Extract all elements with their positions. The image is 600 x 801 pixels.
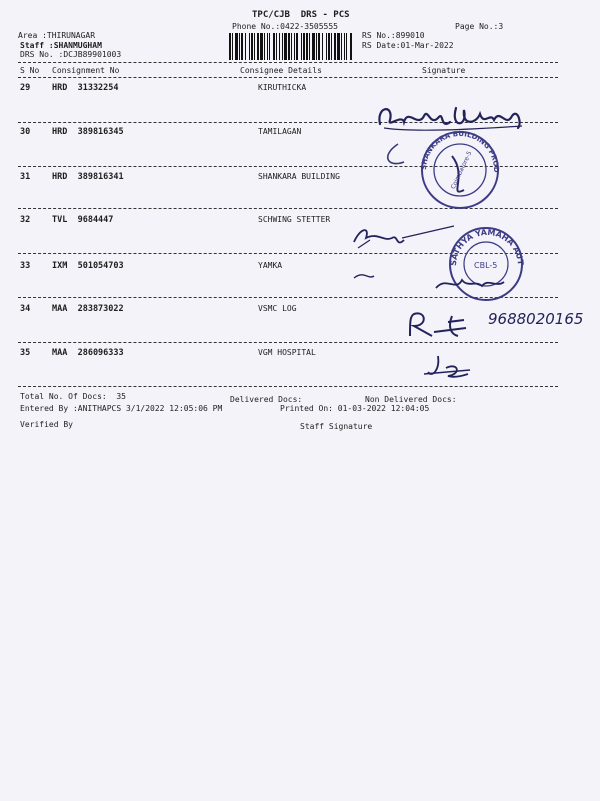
row-consignment: HRD 31332254 bbox=[52, 83, 119, 93]
barcode-bar bbox=[260, 33, 263, 60]
barcode-bar bbox=[229, 33, 231, 60]
barcode-bar bbox=[350, 33, 352, 60]
barcode-bar bbox=[306, 33, 308, 60]
delivered-docs: Delivered Docs: bbox=[230, 395, 303, 404]
barcode-bar bbox=[254, 33, 255, 60]
page-number: Page No.:3 bbox=[455, 22, 504, 31]
barcode-bar bbox=[294, 33, 295, 60]
barcode-bar bbox=[303, 33, 305, 60]
barcode-bar bbox=[279, 33, 280, 60]
barcode-bar bbox=[282, 33, 283, 60]
divider bbox=[18, 386, 558, 387]
barcode-bar bbox=[344, 33, 345, 60]
barcode-bar bbox=[322, 33, 323, 60]
non-delivered-docs: Non Delivered Docs: bbox=[365, 395, 457, 404]
barcode-bar bbox=[249, 33, 250, 60]
row-consignee: YAMKA bbox=[258, 261, 283, 270]
barcode-bar bbox=[316, 33, 317, 60]
company-stamp-shankara bbox=[375, 120, 508, 216]
barcode-bar bbox=[288, 33, 290, 60]
barcode-bar bbox=[257, 33, 259, 60]
barcode-bar bbox=[273, 33, 275, 60]
barcode-bar bbox=[312, 33, 315, 60]
barcode-bar bbox=[326, 33, 327, 60]
barcode-bar bbox=[291, 33, 292, 60]
stamp-code: Coimbatore-5 bbox=[449, 150, 474, 191]
row-consignee: TAMILAGAN bbox=[258, 127, 302, 136]
drs-number: DRS No. :DCJB89901003 bbox=[20, 50, 122, 59]
barcode bbox=[229, 33, 353, 60]
row-consignment: MAA 283873022 bbox=[52, 304, 124, 314]
signature-vsmc bbox=[404, 304, 584, 344]
company-stamp-yamaha bbox=[422, 219, 536, 306]
barcode-bar bbox=[309, 33, 310, 60]
row-sno: 31 bbox=[20, 172, 31, 182]
row-sno: 29 bbox=[20, 83, 31, 93]
divider bbox=[18, 62, 558, 63]
divider bbox=[18, 77, 558, 78]
barcode-bar bbox=[267, 33, 268, 60]
entered-by: Entered By :ANITHAPCS 3/1/2022 12:05:06 PM bbox=[20, 404, 223, 413]
row-sno: 32 bbox=[20, 215, 31, 225]
barcode-bar bbox=[337, 33, 340, 60]
row-consignment: MAA 286096333 bbox=[52, 348, 124, 358]
stamp-code: CBL-5 bbox=[474, 261, 498, 270]
verified-by: Verified By bbox=[20, 420, 73, 429]
barcode-bar bbox=[235, 33, 238, 60]
barcode-bar bbox=[239, 33, 240, 60]
row-consignment: HRD 389816341 bbox=[52, 172, 124, 182]
svg-text:SATHYA YAMAHA AUTO bbox=[423, 219, 526, 266]
phone-number: Phone No.:0422-3505555 bbox=[232, 22, 338, 31]
barcode-bar bbox=[284, 33, 287, 60]
barcode-bar bbox=[251, 33, 253, 60]
rs-number: RS No.:899010 bbox=[362, 31, 425, 40]
row-consignee: SHANKARA BUILDING bbox=[258, 172, 340, 181]
stamp-text: SATHYA YAMAHA AUTO bbox=[422, 219, 526, 267]
barcode-bar bbox=[241, 33, 243, 60]
barcode-bar bbox=[264, 33, 265, 60]
area-label: Area :THIRUNAGAR bbox=[18, 31, 96, 40]
handwritten-phone: 9688020165 bbox=[488, 310, 584, 328]
barcode-bar bbox=[331, 33, 332, 60]
stamp-text: SHANKARA BUILDING PRODUCTS LTD bbox=[375, 120, 501, 173]
staff-signature-label: Staff Signature bbox=[300, 422, 373, 431]
signature-vgm bbox=[418, 348, 488, 384]
column-header-sno: S No bbox=[20, 66, 40, 75]
row-consignment: IXM 501054703 bbox=[52, 261, 124, 271]
row-sno: 34 bbox=[20, 304, 31, 314]
document-title: TPC/CJB DRS - PCS bbox=[252, 10, 350, 20]
barcode-bar bbox=[341, 33, 342, 60]
row-sno: 30 bbox=[20, 127, 31, 137]
barcode-bar bbox=[269, 33, 270, 60]
barcode-bar bbox=[296, 33, 298, 60]
row-consignee: VGM HOSPITAL bbox=[258, 348, 316, 357]
barcode-bar bbox=[346, 33, 347, 60]
rs-date: RS Date:01-Mar-2022 bbox=[362, 41, 454, 50]
row-consignment: TVL 9684447 bbox=[52, 215, 114, 225]
barcode-bar bbox=[328, 33, 330, 60]
total-docs: Total No. Of Docs: 35 bbox=[20, 392, 126, 401]
column-header-consignee: Consignee Details bbox=[240, 66, 322, 75]
barcode-bar bbox=[334, 33, 336, 60]
staff-label: Staff :SHANMUGHAM bbox=[20, 41, 102, 50]
barcode-bar bbox=[301, 33, 302, 60]
barcode-bar bbox=[232, 33, 233, 60]
row-consignment: HRD 389816345 bbox=[52, 127, 124, 137]
printed-on: Printed On: 01-03-2022 12:04:05 bbox=[280, 404, 430, 413]
row-sno: 35 bbox=[20, 348, 31, 358]
row-sno: 33 bbox=[20, 261, 31, 271]
column-header-signature: Signature bbox=[422, 66, 466, 75]
row-consignee: SCHWING STETTER bbox=[258, 215, 331, 224]
row-consignee: KIRUTHICKA bbox=[258, 83, 307, 92]
barcode-bar bbox=[276, 33, 277, 60]
column-header-consignment: Consignment No bbox=[52, 66, 120, 75]
barcode-bar bbox=[318, 33, 320, 60]
row-consignee: VSMC LOG bbox=[258, 304, 297, 313]
barcode-bar bbox=[245, 33, 246, 60]
